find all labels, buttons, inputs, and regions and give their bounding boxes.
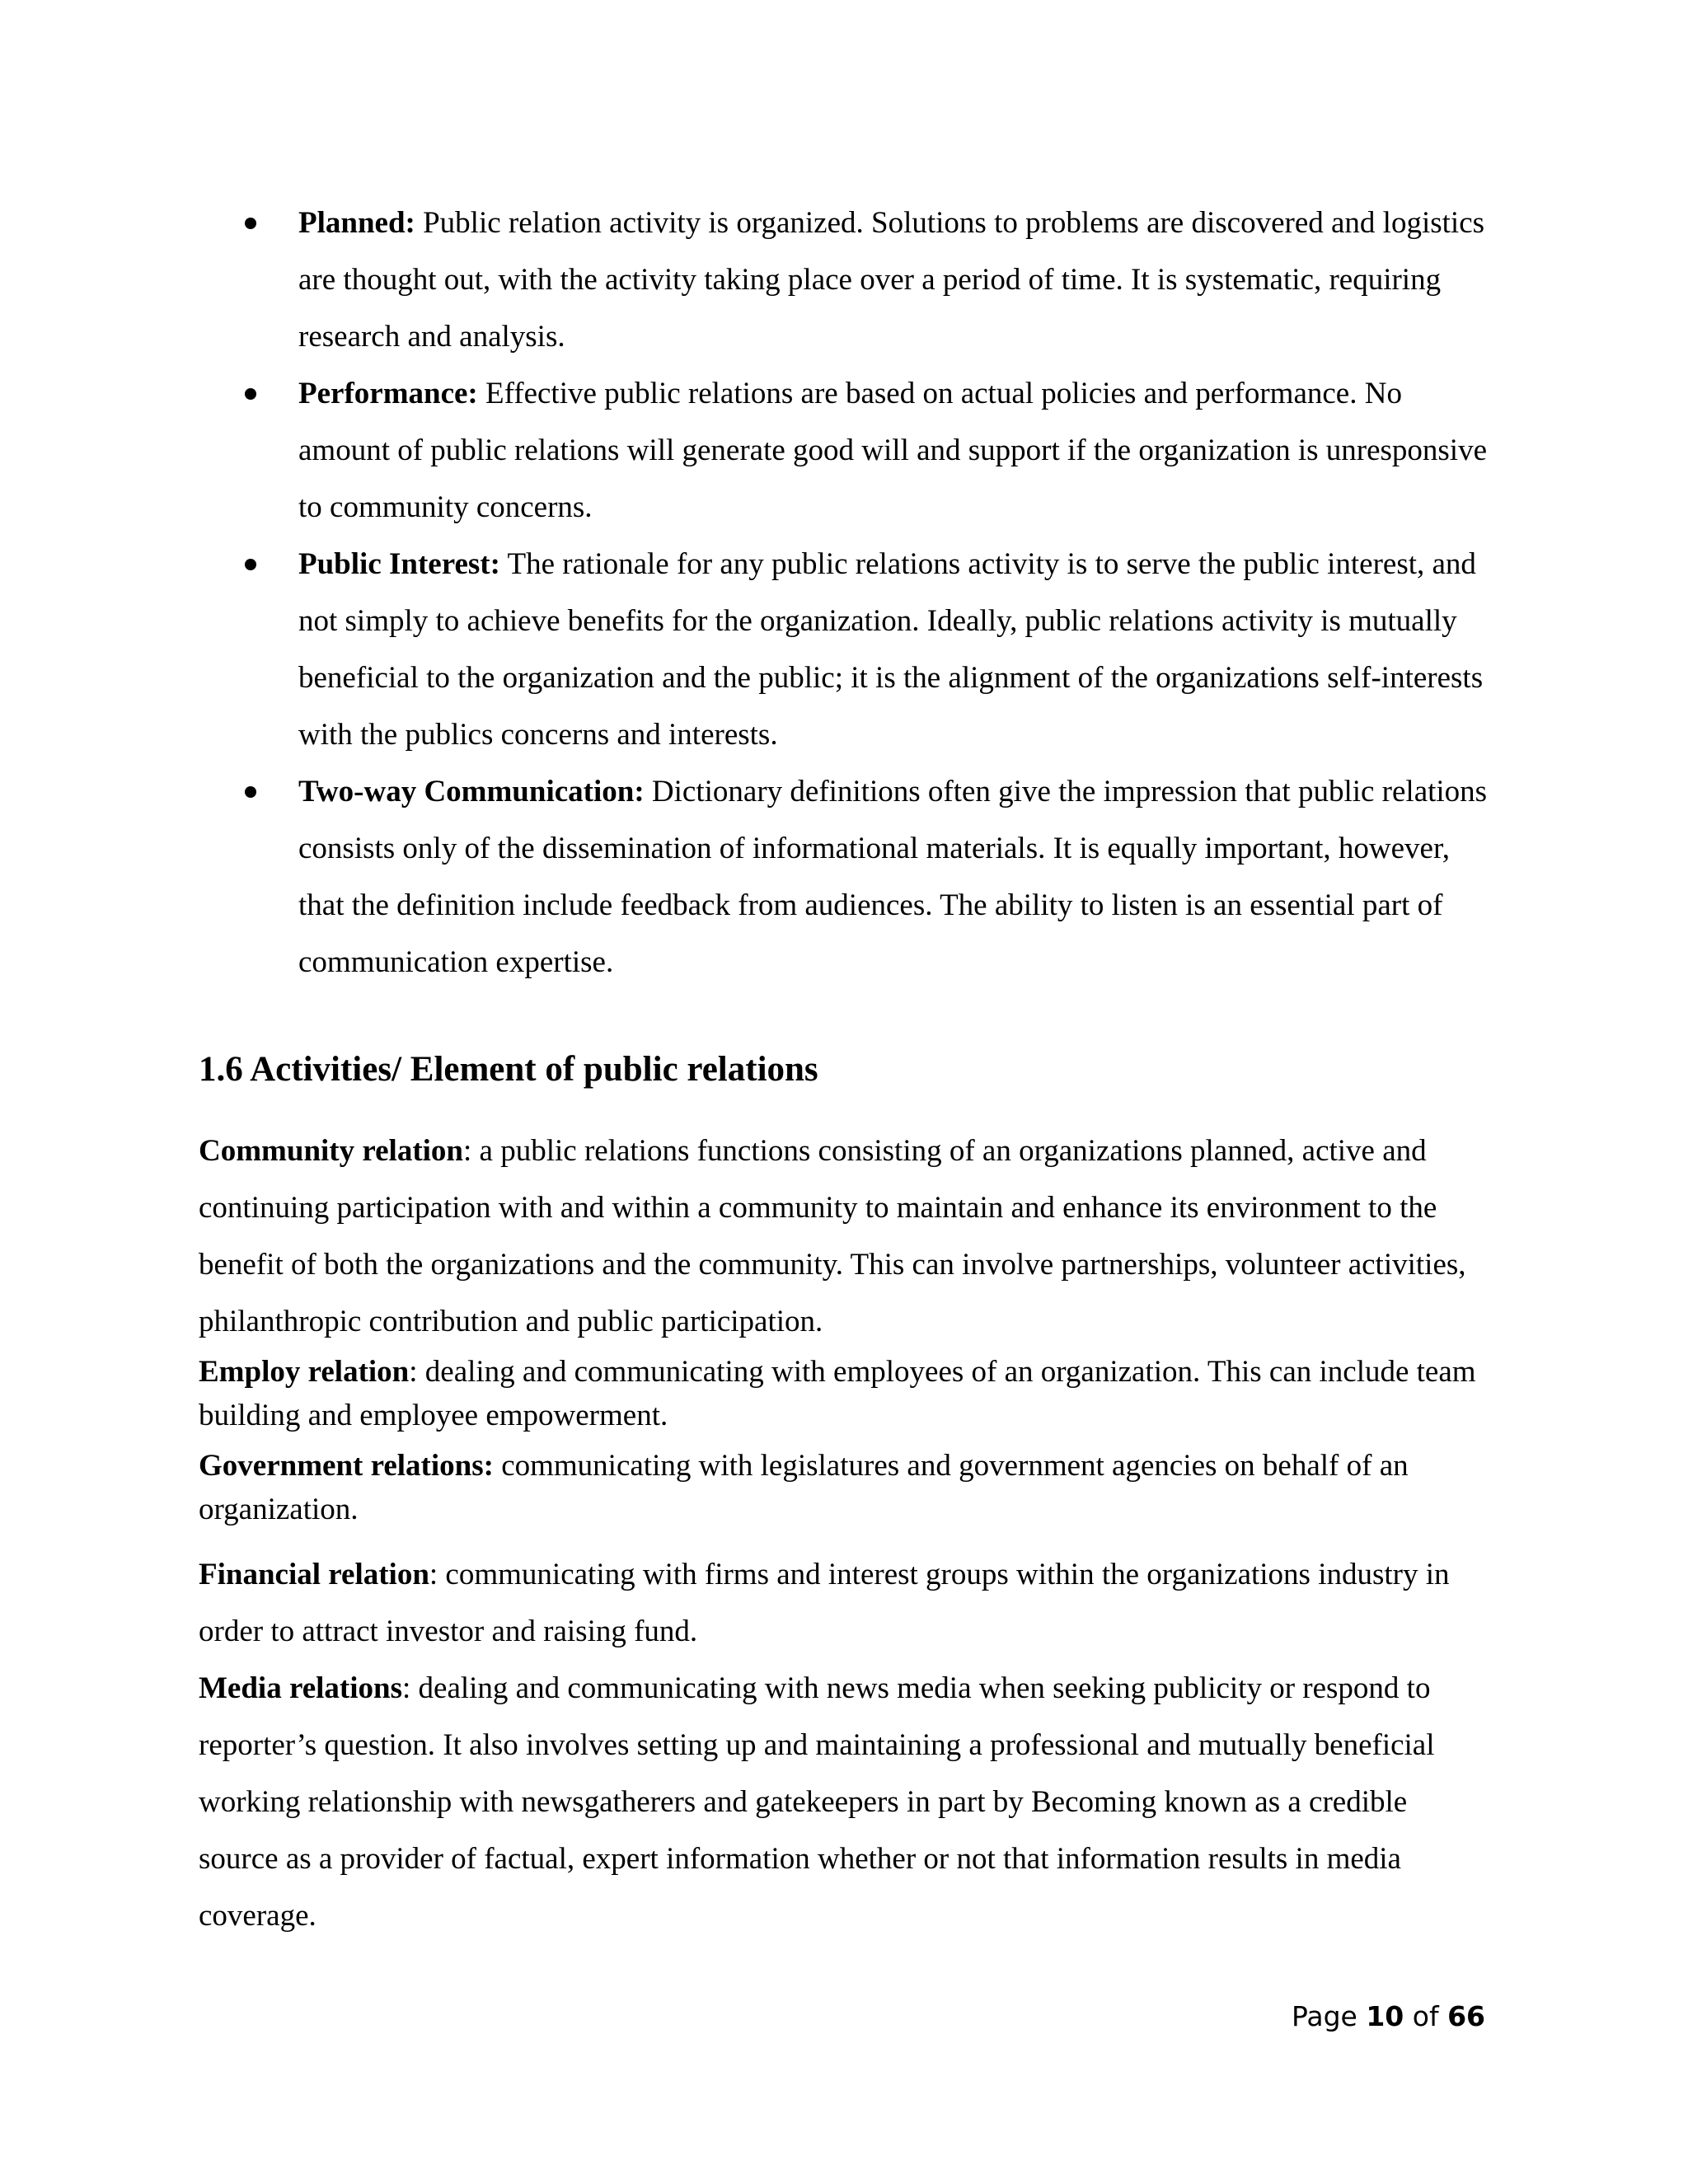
- list-item-two-way-communication: [239, 763, 1492, 991]
- definition-text: : dealing and communicating with news media when seeking publicity or respond to reporter’s question. It also involves setting up and maintaining a professional and mutually beneficial working relationship with newsgatherers and gatekeepers in part by Becoming known as a credible source as a provider of factual, expert information whether or not that information results in media coverage.: [199, 1671, 1435, 1933]
- bullet-term: Public Interest:: [298, 547, 500, 581]
- bullet-text: The rationale for any public relations activity is to serve the public interest, and not simply to achieve benefits for the organization. Ideally, public relations activity is mutually beneficial to the organization and the public; it is the alignment of the organizations self-interests with the publics concerns and interests.: [298, 547, 1484, 752]
- definition-term: Government relations:: [199, 1449, 494, 1483]
- definition-text: communicating with legislatures and government agencies on behalf of an organization.: [199, 1449, 1409, 1526]
- page-of-label: of: [1404, 2000, 1448, 2032]
- page-current: 10: [1366, 2000, 1404, 2032]
- bullet-icon: [245, 218, 256, 229]
- page-number: [1292, 1998, 1485, 2036]
- definitions-block: [199, 1122, 1484, 1944]
- list-item-planned: [239, 194, 1492, 365]
- page-label: Page: [1291, 2000, 1367, 2032]
- bullet-icon: [245, 786, 256, 798]
- bullet-term: Planned:: [298, 206, 415, 240]
- definition-text: : dealing and communicating with employees of an organization. This can include team building and employee empowerment.: [199, 1355, 1476, 1432]
- bullet-text: Dictionary definitions often give the impression that public relations consists only of the dissemination of informational materials. It is equally important, however, that the definition include feedback from audiences. The ability to listen is an essential part of communication expertise.: [298, 775, 1488, 979]
- bullet-icon: [245, 388, 256, 400]
- page-total: 66: [1447, 2000, 1485, 2032]
- definition-text: : communicating with firms and interest groups within the organizations industry in order to attract investor and raising fund.: [199, 1558, 1450, 1648]
- definition-community-relation: [199, 1122, 1484, 1350]
- bullet-term: Two-way Communication:: [298, 775, 645, 808]
- bullet-text: Effective public relations are based on actual policies and performance. No amount of public relations will generate good will and support if the organization is unresponsive to community concerns.: [298, 377, 1488, 524]
- definition-term: Community relation: [199, 1134, 464, 1168]
- definition-text: : a public relations functions consisting of an organizations planned, active and continuing participation with and within a community to maintain and enhance its environment to the benefit of both the organizations and the community. This can involve partnerships, volunteer activities, philanthropic contribution and public participation.: [199, 1134, 1466, 1338]
- bullet-term: Performance:: [298, 377, 478, 410]
- definition-term: Financial relation: [199, 1558, 429, 1591]
- definition-media-relations: [199, 1660, 1484, 1944]
- definition-term: Employ relation: [199, 1355, 410, 1389]
- bullet-icon: [245, 559, 256, 570]
- definition-financial-relation: [199, 1546, 1484, 1660]
- list-item-performance: [239, 365, 1492, 536]
- definition-employ-relation: [199, 1350, 1484, 1437]
- characteristics-list: [239, 194, 1492, 991]
- bullet-text: Public relation activity is organized. Solutions to problems are discovered and logistics are thought out, with the activity taking place over a period of time. It is systematic, requiring research and analysis.: [298, 206, 1485, 354]
- definition-government-relations: [199, 1444, 1484, 1531]
- definition-term: Media relations: [199, 1671, 402, 1705]
- list-item-public-interest: [239, 536, 1492, 763]
- section-heading: 1.6 Activities/ Element of public relations: [199, 1050, 818, 1089]
